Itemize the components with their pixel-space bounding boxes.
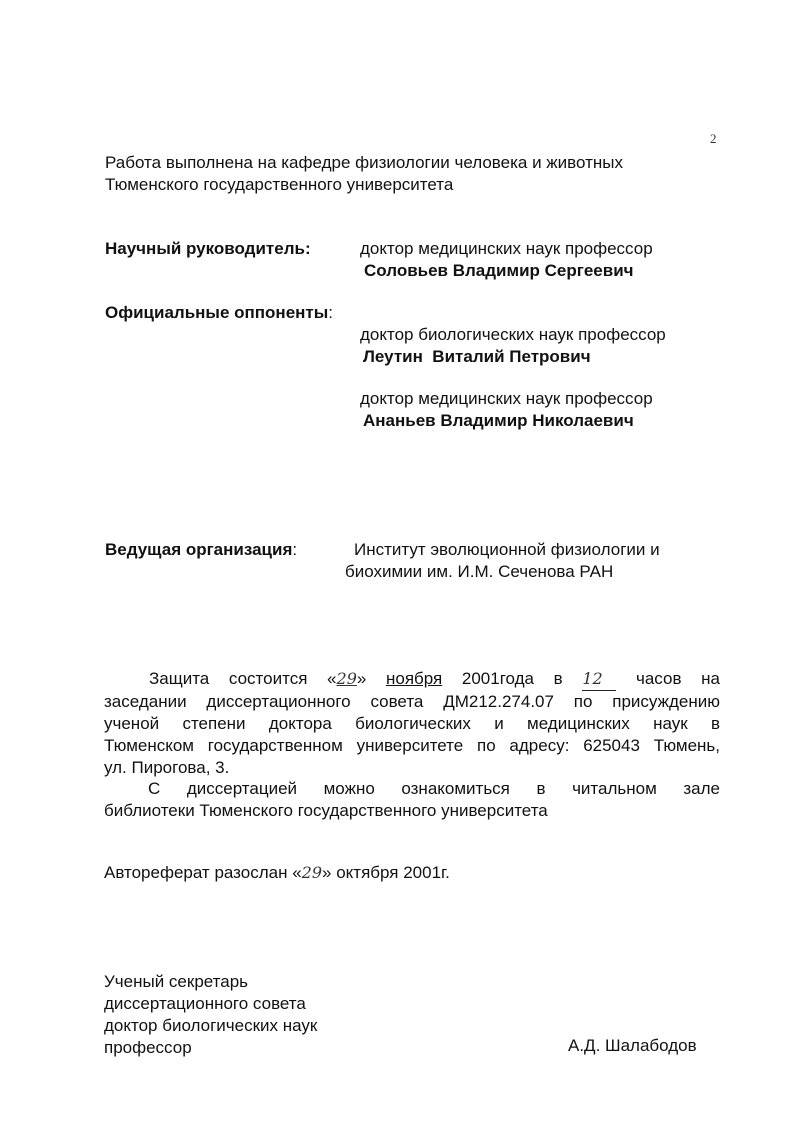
library-line-1: С диссертацией можно ознакомиться в читальном зале bbox=[148, 779, 720, 798]
defense-hour: 12 bbox=[582, 667, 616, 691]
opponent-2-title: доктор медицинских наук профессор bbox=[360, 389, 653, 408]
intro-line-2: Тюменского государственного университета bbox=[105, 175, 454, 194]
defense-day: 29 bbox=[336, 669, 357, 688]
supervisor-label: Научный руководитель: bbox=[105, 239, 311, 258]
secretary-line-4: профессор bbox=[104, 1038, 192, 1057]
intro-line-1: Работа выполнена на кафедре физиологии человека и животных bbox=[105, 153, 623, 172]
leading-org-heading bbox=[105, 539, 297, 561]
defense-month: ноября bbox=[385, 669, 443, 688]
opponents-label: Официальные оппоненты bbox=[105, 303, 329, 322]
library-line-2: библиотеки Тюменского государственного университета bbox=[104, 801, 548, 820]
secretary-name: А.Д. Шалабодов bbox=[568, 1036, 697, 1055]
leading-org-colon: : bbox=[292, 540, 298, 559]
opponent-2-name: Ананьев Владимир Николаевич bbox=[363, 411, 634, 430]
leading-org-line-2: биохимии им. И.М. Сеченова РАН bbox=[345, 562, 614, 581]
defense-line-1: Защита состоится «29» ноября 2001года в 12 часов на bbox=[104, 667, 720, 691]
defense-line-5: ул. Пирогова, 3. bbox=[104, 758, 230, 777]
abstract-sent-line: Автореферат разослан «29» октября 2001г. bbox=[104, 863, 450, 882]
page-number: 2 bbox=[710, 131, 717, 146]
supervisor-name: Соловьев Владимир Сергеевич bbox=[364, 261, 634, 280]
secretary-line-2: диссертационного совета bbox=[104, 994, 306, 1013]
opponent-1-name: Леутин Виталий Петрович bbox=[363, 347, 591, 366]
leading-org-line-1: Институт эволюционной физиологии и bbox=[354, 540, 660, 559]
secretary-line-3: доктор биологических наук bbox=[104, 1016, 318, 1035]
supervisor-title: доктор медицинских наук профессор bbox=[360, 239, 653, 258]
defense-line-2: заседании диссертационного совета ДМ212.274.07 по присуждению bbox=[104, 692, 720, 711]
opponents-heading bbox=[105, 302, 333, 324]
defense-line-4: Тюменском государственном университете по адресу: 625043 Тюмень, bbox=[104, 736, 720, 755]
opponent-1-title: доктор биологических наук профессор bbox=[360, 325, 666, 344]
secretary-line-1: Ученый секретарь bbox=[104, 972, 249, 991]
opponents-colon: : bbox=[328, 303, 333, 322]
defense-line-3: ученой степени доктора биологических и медицинских наук в bbox=[104, 714, 720, 733]
leading-org-label: Ведущая организация bbox=[105, 540, 293, 559]
abstract-sent-day: 29 bbox=[301, 863, 323, 882]
